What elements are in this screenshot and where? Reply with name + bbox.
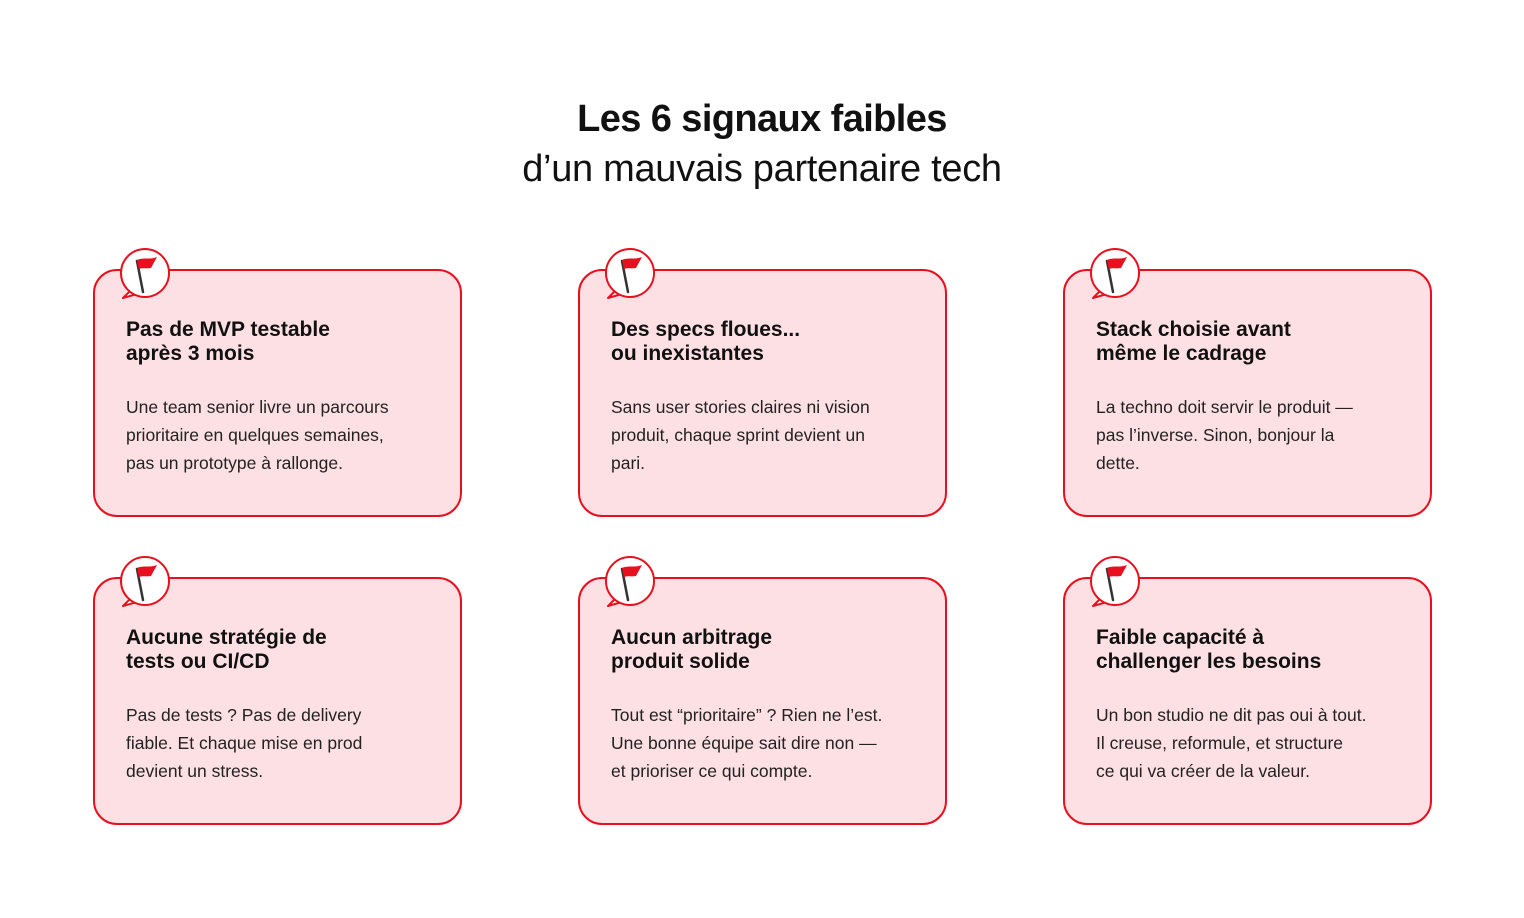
signal-card: [578, 577, 947, 825]
red-flag-icon: [1087, 247, 1143, 303]
card-description: Un bon studio ne dit pas oui à tout. Il creuse, reformule, et structure ce qui va créer de la valeur.: [1096, 705, 1367, 781]
card-description: Pas de tests ? Pas de delivery fiable. Et chaque mise en prod devient un stress.: [126, 705, 363, 781]
card-title: Des specs floues... ou inexistantes: [611, 318, 801, 365]
card-title: Stack choisie avant même le cadrage: [1096, 318, 1291, 365]
signal-card: [1063, 577, 1432, 825]
red-flag-icon: [602, 247, 658, 303]
red-flag-icon: [602, 555, 658, 611]
signal-card: [578, 269, 947, 517]
red-flag-icon: [117, 555, 173, 611]
card-description: Sans user stories claires ni vision produit, chaque sprint devient un pari.: [611, 397, 870, 473]
signal-card: [93, 269, 462, 517]
page-header: [0, 94, 1524, 194]
page-title: Les 6 signaux faibles: [577, 98, 947, 140]
page-subtitle: d’un mauvais partenaire tech: [522, 148, 1002, 190]
red-flag-icon: [1087, 555, 1143, 611]
card-title: Faible capacité à challenger les besoins: [1096, 626, 1322, 673]
card-title: Pas de MVP testable après 3 mois: [126, 318, 330, 365]
card-title: Aucun arbitrage produit solide: [611, 626, 773, 673]
card-description: La techno doit servir le produit — pas l’inverse. Sinon, bonjour la dette.: [1096, 397, 1353, 473]
red-flag-icon: [117, 247, 173, 303]
card-description: Tout est “prioritaire” ? Rien ne l’est. Une bonne équipe sait dire non — et prioriser ce qui compte.: [611, 705, 883, 781]
signals-grid: [93, 269, 1432, 825]
signal-card: [93, 577, 462, 825]
card-title: Aucune stratégie de tests ou CI/CD: [126, 626, 327, 673]
signal-card: [1063, 269, 1432, 517]
card-description: Une team senior livre un parcours prioritaire en quelques semaines, pas un prototype à rallonge.: [126, 397, 389, 473]
